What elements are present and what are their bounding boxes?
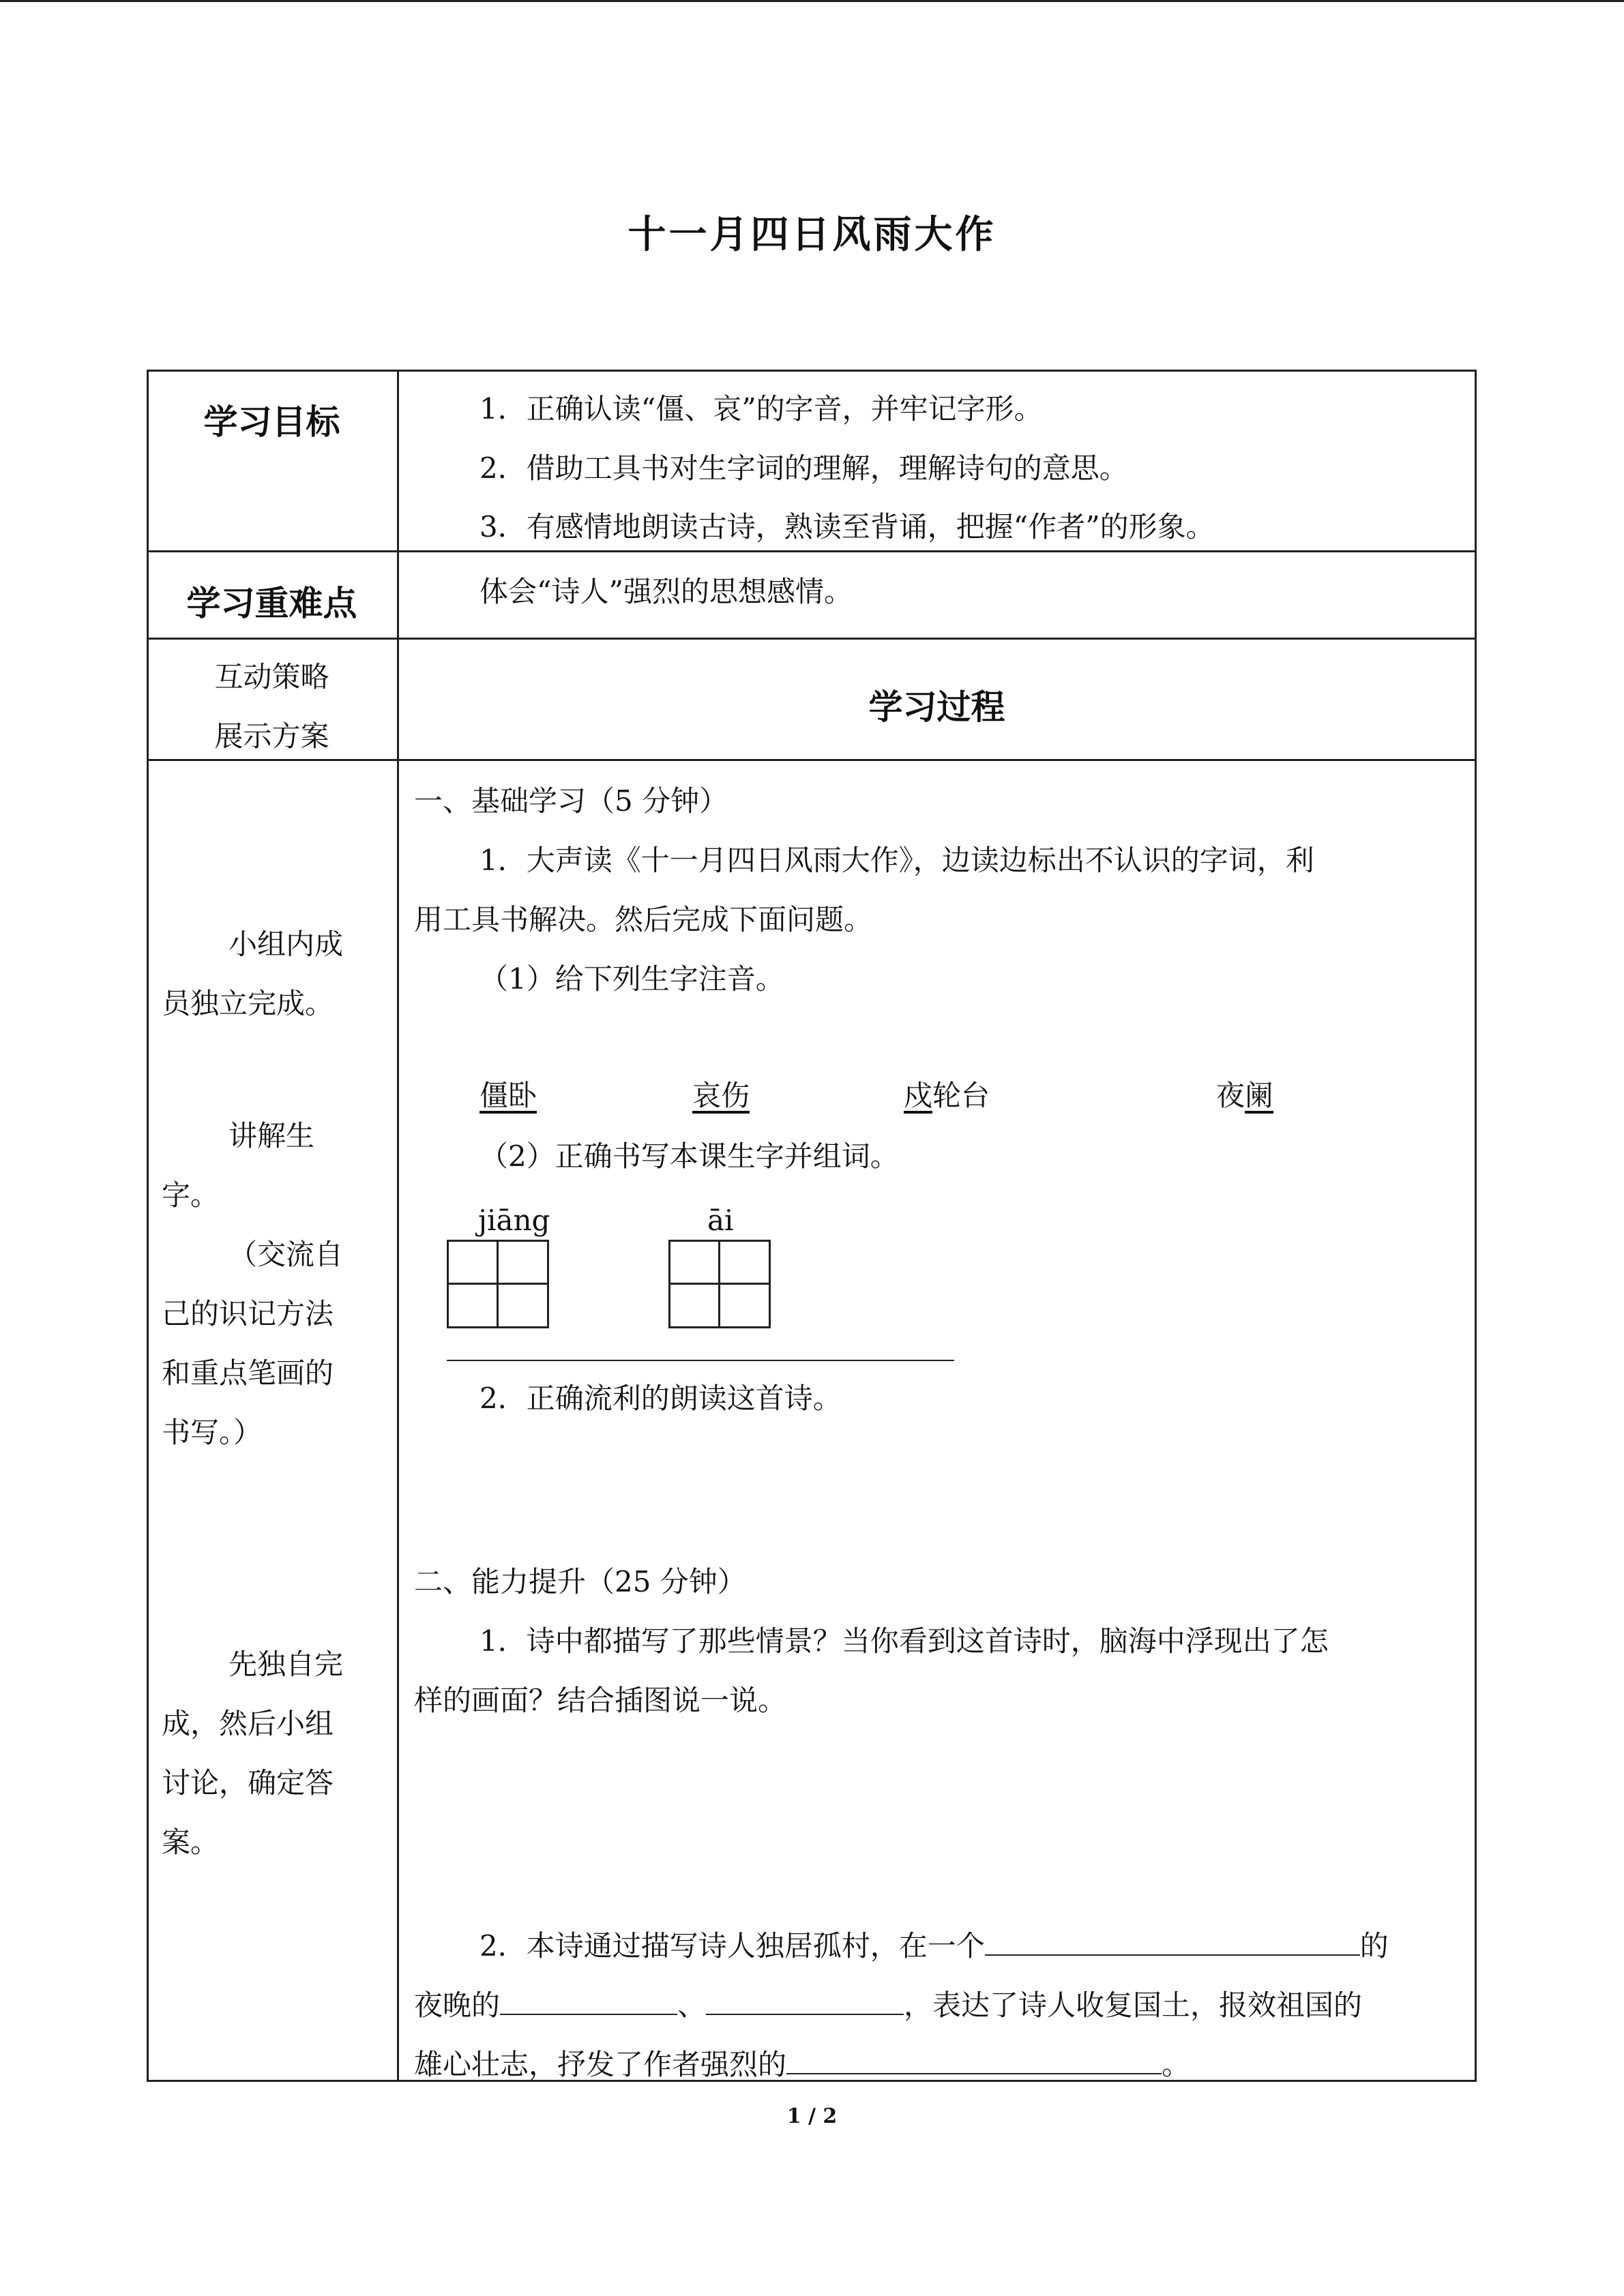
table-border-bottom [147, 2080, 1477, 2082]
section-heading-basic: 一、基础学习（5 分钟） [414, 784, 728, 818]
objective-item: 2．借助工具书对生字词的理解，理解诗句的意思。 [479, 451, 1128, 485]
study-sheet-table [147, 370, 1477, 2081]
question-text: 2．正确流利的朗读这首诗。 [479, 1382, 842, 1415]
strategy-note: 先独自完 [228, 1648, 344, 1681]
strategy-note: 成，然后小组 [162, 1707, 334, 1740]
answer-line [447, 1360, 954, 1361]
strategy-note: 案。 [162, 1825, 220, 1859]
vocab-word [904, 1079, 990, 1112]
vocab-char-prefix: 夜 [1216, 1079, 1245, 1112]
strategy-note: 小组内成 [228, 927, 344, 961]
table-border-top [147, 370, 1477, 372]
objective-item: 1．正确认读“僵、哀”的字音，并牢记字形。 [479, 392, 1043, 426]
key-points-text: 体会“诗人”强烈的思想感情。 [479, 575, 853, 608]
question-text: 。 [1162, 2048, 1191, 2081]
fill-in-question [479, 1927, 1389, 1963]
fill-blank[interactable] [786, 2046, 1162, 2074]
strategy-header-line1: 互动策略 [214, 660, 329, 694]
writing-grid-box[interactable] [668, 1240, 771, 1328]
page-indicator: 1 / 2 [786, 2104, 838, 2128]
question-subtext: （1）给下列生字注音。 [479, 962, 784, 996]
table-row-divider [147, 638, 1477, 640]
question-text: ，表达了诗人收复国土，报效祖国的 [904, 1988, 1363, 2022]
strategy-note: （交流自 [228, 1238, 344, 1271]
strategy-note: 讲解生 [228, 1119, 315, 1152]
strategy-note: 书写。） [162, 1416, 263, 1449]
strategy-note: 己的识记方法 [162, 1297, 334, 1330]
pinyin-label: āi [707, 1204, 734, 1237]
fill-blank[interactable] [500, 1986, 677, 2015]
strategy-note: 讨论，确定答 [162, 1766, 334, 1800]
fill-in-question [414, 1986, 1362, 2020]
table-column-divider [397, 370, 399, 2082]
top-border [0, 0, 1624, 2]
objectives-label: 学习目标 [203, 402, 340, 442]
table-row-divider [147, 759, 1477, 761]
fill-in-question [414, 2046, 1190, 2079]
key-points-label: 学习重难点 [186, 584, 357, 623]
vocab-word: 僵卧 [479, 1079, 537, 1112]
question-text: 样的画面？结合插图说一说。 [414, 1684, 787, 1717]
page-title: 十一月四日风雨大作 [628, 213, 996, 257]
strategy-note: 和重点笔画的 [162, 1356, 334, 1390]
strategy-note: 员独立完成。 [162, 987, 334, 1020]
vocab-word: 哀伤 [692, 1079, 750, 1112]
process-header: 学习过程 [868, 687, 1005, 727]
writing-grid-box[interactable] [447, 1240, 549, 1328]
fill-blank[interactable] [706, 1986, 904, 2015]
question-text: 1．诗中都描写了那些情景？当你看到这首诗时，脑海中浮现出了怎 [479, 1624, 1329, 1658]
strategy-note: 字。 [162, 1178, 220, 1212]
question-text: 1．大声读《十一月四日风雨大作》，边读边标出不认识的字词，利 [479, 844, 1314, 877]
vocab-word [1216, 1079, 1274, 1112]
table-border-right [1475, 370, 1477, 2082]
table-row-divider [147, 550, 1477, 552]
question-text: 2．本诗通过描写诗人独居孤村，在一个 [479, 1929, 985, 1963]
objective-item: 3．有感情地朗读古诗，熟读至背诵，把握“作者”的形象。 [479, 510, 1215, 543]
fill-blank[interactable] [985, 1927, 1360, 1956]
question-subtext: （2）正确书写本课生字并组词。 [479, 1139, 899, 1173]
pinyin-label: jiāng [478, 1204, 550, 1237]
strategy-header-line2: 展示方案 [214, 719, 329, 753]
vocab-underlined-char: 戍 [904, 1079, 933, 1112]
question-text: 、 [677, 1988, 707, 2022]
vocab-char-rest: 轮台 [932, 1079, 990, 1112]
vocab-underlined-char: 阑 [1245, 1079, 1274, 1112]
question-text: 的 [1359, 1929, 1389, 1963]
question-text: 雄心壮志，抒发了作者强烈的 [414, 2048, 787, 2081]
question-text: 夜晚的 [414, 1988, 501, 2022]
section-heading-ability: 二、能力提升（25 分钟） [414, 1565, 746, 1598]
table-border-left [147, 370, 149, 2082]
question-text: 用工具书解决。然后完成下面问题。 [414, 903, 873, 936]
